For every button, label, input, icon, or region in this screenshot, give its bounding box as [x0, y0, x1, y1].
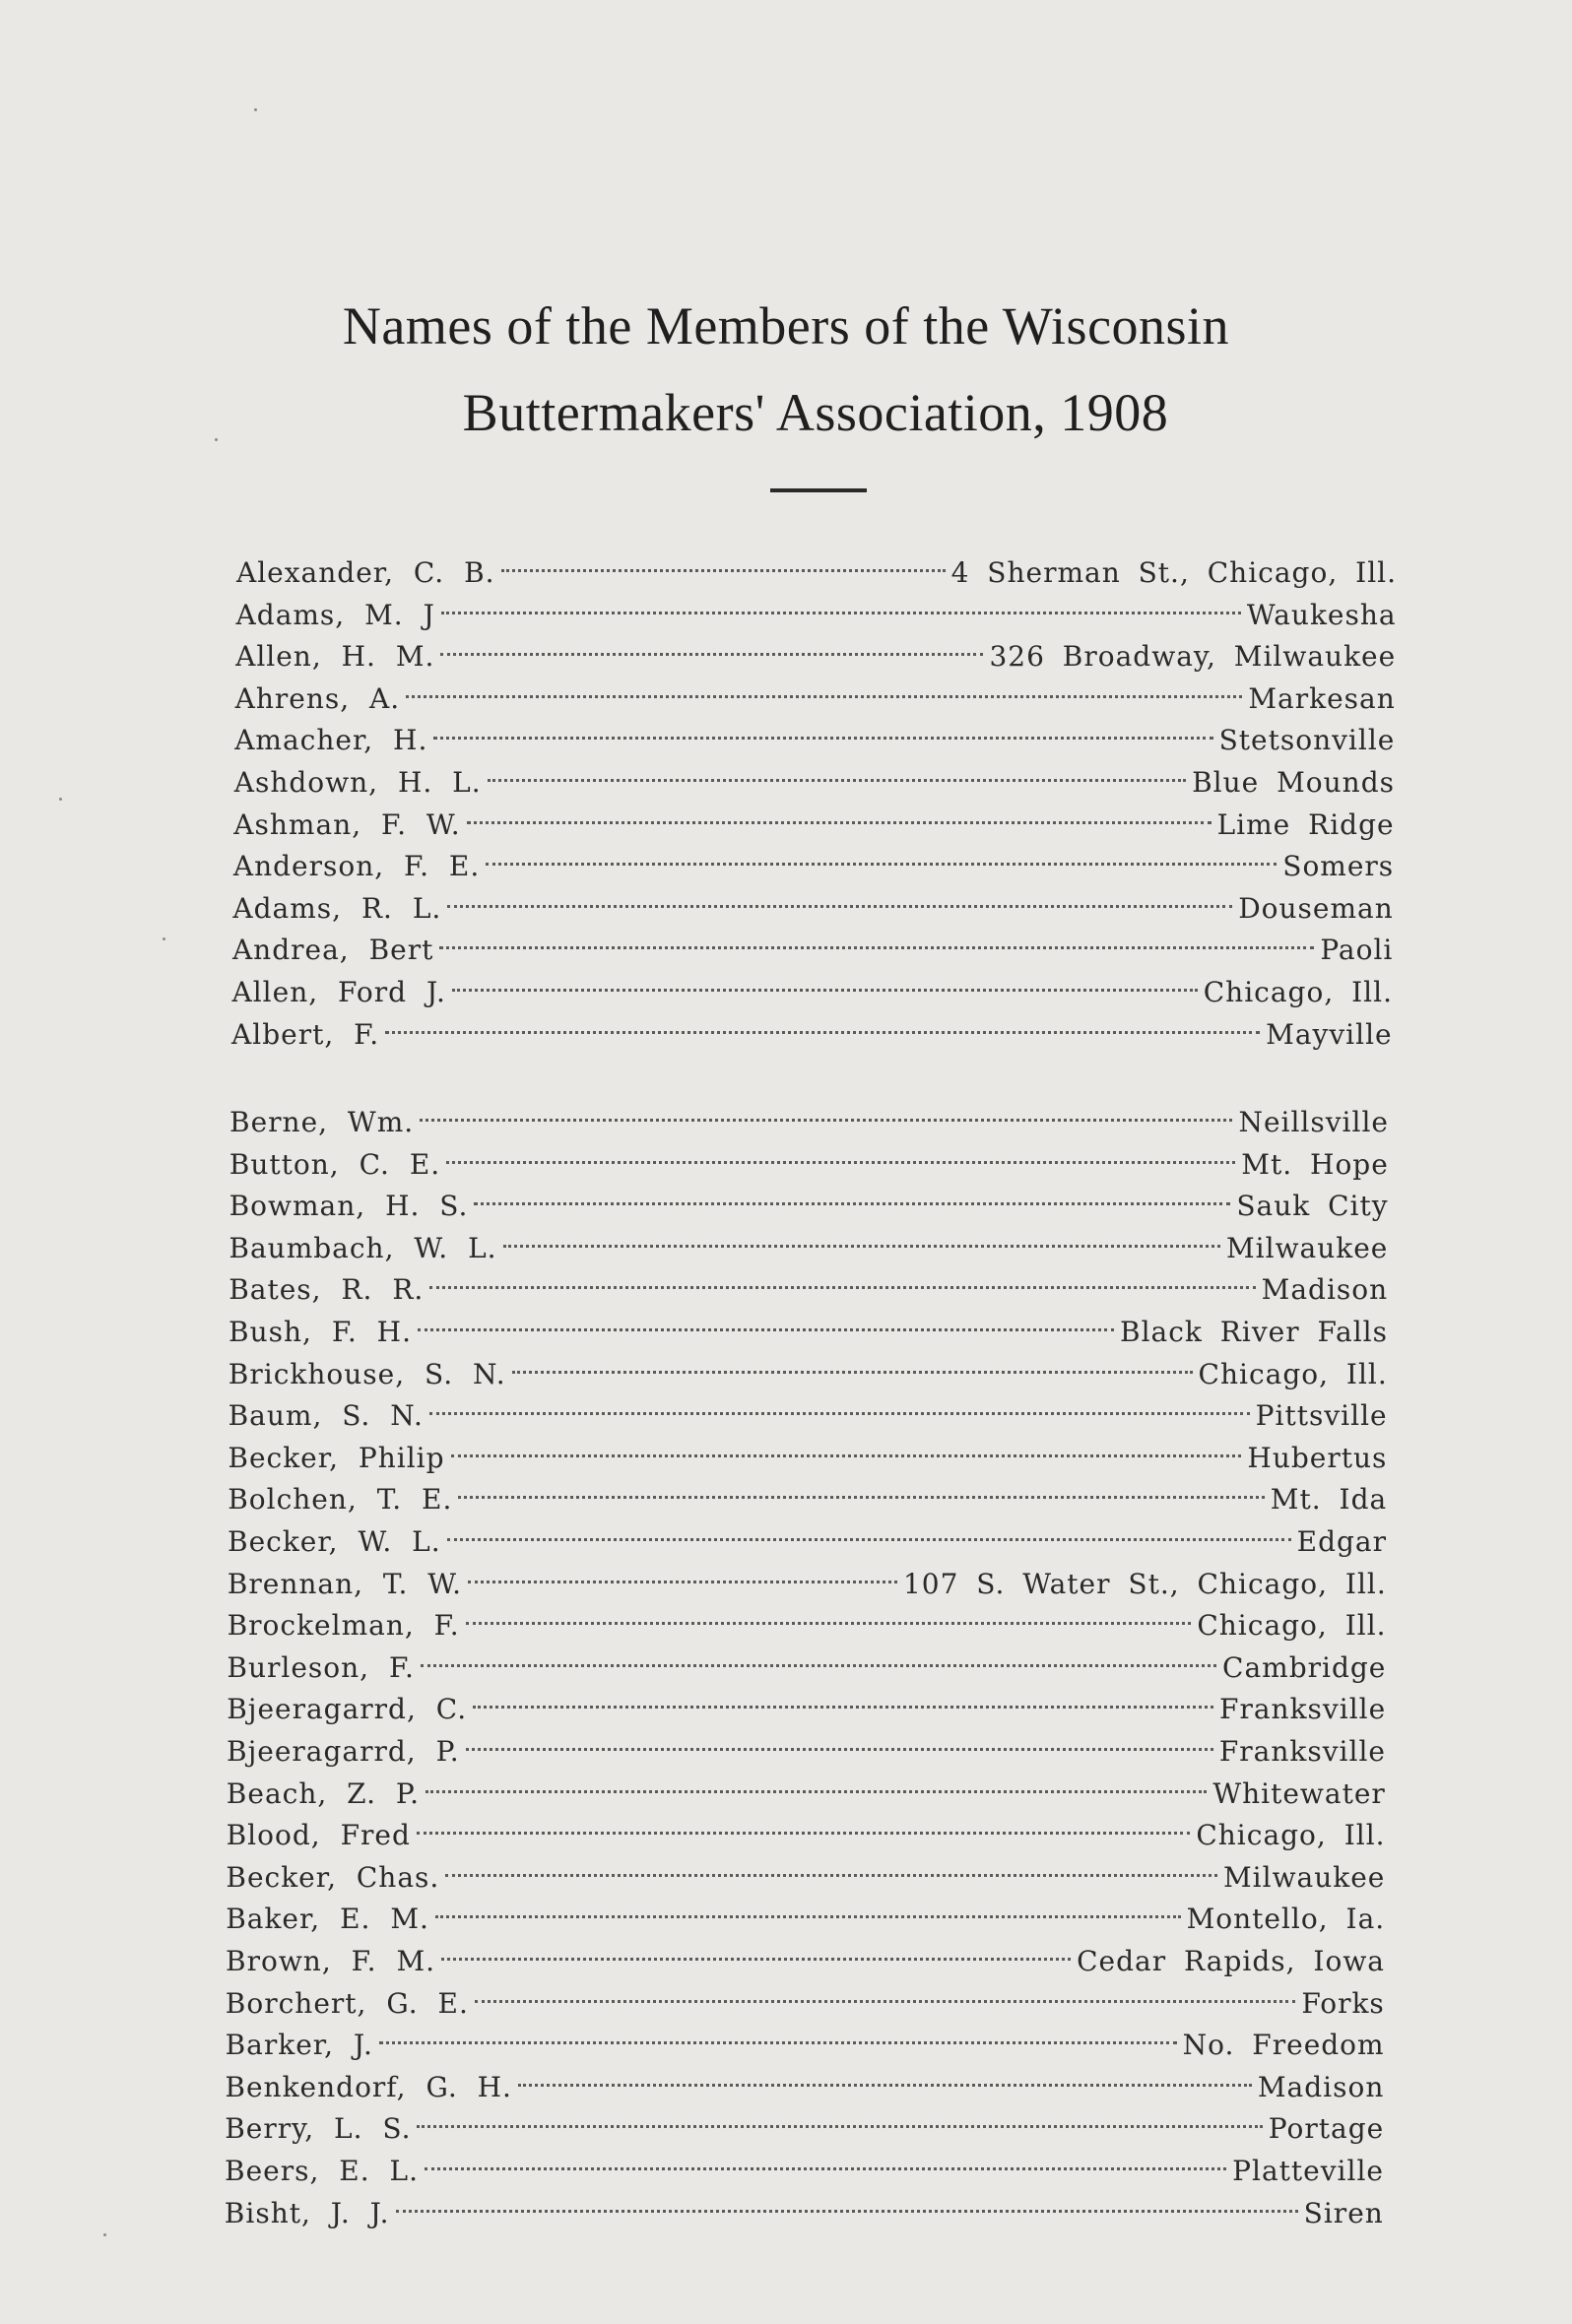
member-location: Pittsville [1255, 1399, 1388, 1433]
member-name: Ashman, F. W. [233, 807, 461, 841]
dot-leader [518, 2042, 1252, 2087]
member-location: Madison [1261, 1273, 1389, 1307]
member-name: Beach, Z. P. [226, 1776, 420, 1810]
dot-leader [441, 570, 1241, 614]
member-location: Lime Ridge [1216, 807, 1395, 841]
dot-leader [440, 612, 983, 656]
member-name: Bjeeragarrd, P. [227, 1735, 460, 1768]
dot-leader [433, 695, 1212, 740]
member-location: Forks [1301, 1986, 1385, 2020]
member-name: Bolchen, T. E. [228, 1483, 453, 1517]
member-name: Brennan, T. W. [227, 1567, 463, 1600]
dot-leader [379, 2000, 1177, 2044]
dot-leader [445, 1833, 1217, 1877]
member-name: Baumbach, W. L. [229, 1231, 497, 1264]
member-name: Baker, E. M. [226, 1903, 429, 1936]
dot-leader [435, 1874, 1181, 1918]
member-location: Mayville [1266, 1017, 1393, 1051]
member-name: Andrea, Bert [231, 934, 434, 967]
member-name: Button, C. E. [229, 1147, 441, 1181]
member-name: Benkendorf, G. H. [225, 2070, 512, 2103]
member-location: Chicago, Ill. [1203, 976, 1393, 1008]
paper-speck [103, 2233, 106, 2236]
member-location: Paoli [1320, 934, 1394, 967]
member-name: Brockelman, F. [227, 1609, 460, 1643]
member-entry [224, 2178, 1384, 2229]
member-location: Stetsonville [1218, 724, 1396, 757]
dot-leader [474, 1161, 1230, 1205]
member-name: Becker, W. L. [228, 1525, 441, 1558]
member-location: Montello, Ia. [1186, 1903, 1386, 1936]
member-name: Bowman, H. S. [229, 1190, 469, 1223]
member-location: Milwaukee [1226, 1231, 1389, 1264]
member-name: Brickhouse, S. N. [228, 1357, 506, 1390]
dot-leader [467, 780, 1212, 824]
page-title-line-1: Names of the Members of the Wisconsin [342, 296, 1230, 355]
member-location: Franksville [1218, 1735, 1386, 1768]
member-name: Becker, Chas. [226, 1860, 440, 1894]
member-location: 4 Sherman St., Chicago, Ill. [950, 556, 1397, 589]
dot-leader [406, 654, 1242, 698]
dot-leader [503, 1203, 1220, 1248]
member-location: Siren [1303, 2196, 1384, 2229]
member-location: Chicago, Ill. [1196, 1819, 1386, 1852]
member-name: Adams, R. L. [232, 891, 442, 925]
dot-leader [439, 905, 1314, 949]
member-name: Borchert, G. E. [225, 1986, 469, 2020]
dot-leader [488, 738, 1186, 782]
member-location: Douseman [1238, 891, 1394, 925]
member-location: Markesan [1248, 681, 1396, 715]
member-name: Baum, S. N. [228, 1399, 424, 1433]
member-location: Madison [1257, 2070, 1385, 2103]
page-title-line-2: Buttermakers' Association, 1908 [462, 383, 1169, 442]
dot-leader [446, 1120, 1235, 1164]
member-name: Bisht, J. J. [224, 2196, 390, 2229]
member-location: Mt. Ida [1270, 1483, 1388, 1517]
dot-leader [429, 1371, 1250, 1415]
member-location: Portage [1268, 2112, 1385, 2146]
dot-leader [417, 1790, 1190, 1835]
member-name: Berne, Wm. [229, 1106, 415, 1138]
member-location: Edgar [1296, 1525, 1387, 1558]
dot-leader [473, 1664, 1213, 1709]
dot-leader [429, 1245, 1255, 1289]
dot-leader [451, 1413, 1242, 1457]
member-location: Blue Mounds [1192, 766, 1395, 799]
member-location: Neillsville [1238, 1106, 1389, 1138]
paper-speck [59, 798, 62, 801]
member-name: Anderson, F. E. [232, 850, 481, 883]
member-location: Platteville [1232, 2155, 1384, 2187]
member-name: Allen, Ford J. [231, 976, 446, 1008]
member-location: Cedar Rapids, Iowa [1077, 1945, 1385, 1977]
member-name: Ashdown, H. L. [233, 766, 482, 799]
member-name: Bush, F. H. [229, 1316, 412, 1348]
member-name: Adams, M. J [235, 598, 435, 631]
dot-leader [486, 821, 1277, 866]
member-name: Becker, Philip [228, 1441, 445, 1474]
member-location: Cambridge [1222, 1650, 1387, 1684]
member-location: Milwaukee [1223, 1860, 1386, 1894]
member-name: Ahrens, A. [234, 681, 401, 715]
member-name: Allen, H. M. [235, 640, 435, 674]
dot-leader [475, 1959, 1295, 2003]
dot-leader [447, 864, 1232, 908]
paper-speck [215, 438, 218, 441]
member-location: Chicago, Ill. [1197, 1609, 1387, 1643]
member-name: Blood, Fred [226, 1819, 411, 1852]
member-name: Alexander, C. B. [236, 556, 495, 589]
dot-leader [466, 1581, 1192, 1625]
member-location: Black River Falls [1120, 1316, 1388, 1348]
member-name: Albert, F. [231, 1017, 380, 1051]
title-divider [770, 488, 867, 492]
member-location: Whitewater [1212, 1776, 1386, 1810]
member-location: Hubertus [1247, 1441, 1388, 1474]
member-name: Bjeeragarrd, C. [227, 1693, 468, 1726]
dot-leader [447, 1497, 1291, 1541]
dot-leader [385, 990, 1260, 1034]
member-location: 107 S. Water St., Chicago, Ill. [902, 1567, 1387, 1600]
member-location: 326 Broadway, Milwaukee [989, 640, 1397, 674]
dot-leader [426, 1749, 1207, 1793]
member-entry [231, 1000, 1393, 1051]
member-location: Waukesha [1246, 598, 1397, 631]
member-location: Somers [1282, 850, 1395, 883]
member-name: Bates, R. R. [229, 1273, 425, 1307]
member-location: Franksville [1219, 1693, 1387, 1726]
member-name: Brown, F. M. [226, 1945, 436, 1977]
dot-leader [396, 2168, 1298, 2213]
member-name: Barker, J. [225, 2029, 373, 2062]
dot-leader [417, 2084, 1262, 2128]
dot-leader [425, 2126, 1226, 2170]
dot-leader [501, 528, 946, 572]
member-name: Amacher, H. [234, 724, 428, 757]
member-name: Berry, L. S. [225, 2112, 412, 2146]
member-location: Chicago, Ill. [1198, 1357, 1388, 1390]
dot-leader [420, 1077, 1232, 1122]
member-name: Beers, E. L. [225, 2155, 420, 2187]
dot-leader [421, 1623, 1216, 1667]
dot-leader [458, 1454, 1264, 1499]
member-location: Sauk City [1236, 1190, 1389, 1223]
dot-leader [418, 1287, 1114, 1331]
paper-speck [163, 937, 165, 940]
member-location: No. Freedom [1182, 2029, 1385, 2062]
dot-leader [441, 1916, 1071, 1961]
member-name: Burleson, F. [227, 1650, 415, 1684]
paper-speck [254, 108, 257, 111]
member-location: Mt. Hope [1241, 1147, 1389, 1181]
dot-leader [452, 947, 1198, 992]
dot-leader [466, 1707, 1213, 1751]
dot-leader [468, 1539, 897, 1583]
dot-leader [512, 1329, 1193, 1374]
